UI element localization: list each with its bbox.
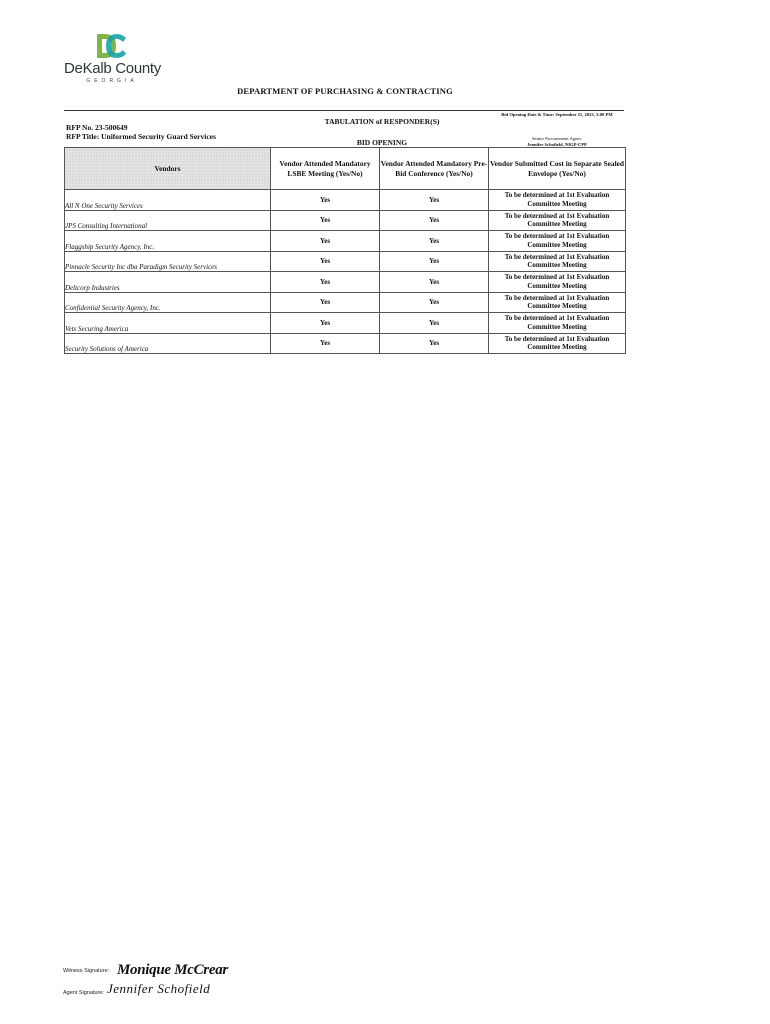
prebid-attended: Yes — [380, 292, 489, 313]
lsbe-attended: Yes — [271, 210, 380, 231]
vendor-name: All N One Security Services — [65, 190, 271, 211]
table-row — [65, 231, 626, 252]
prebid-attended: Yes — [380, 313, 489, 334]
lsbe-attended: Yes — [271, 190, 380, 211]
column-header-cost: Vendor Submitted Cost in Separate Sealed Envelope (Yes/No) — [489, 148, 626, 190]
agent-signature-label: Agent Signature: — [63, 990, 104, 996]
bid-opening-date: Bid Opening Date & Time: September 21, 2023, 3:00 PM — [501, 112, 613, 117]
cost-submitted: To be determined at 1st Evaluation Committee Meeting — [489, 210, 626, 231]
prebid-attended: Yes — [380, 190, 489, 211]
cost-submitted: To be determined at 1st Evaluation Committee Meeting — [489, 333, 626, 354]
logo-state-name: GEORGIA — [86, 78, 138, 84]
cost-submitted: To be determined at 1st Evaluation Committee Meeting — [489, 190, 626, 211]
table-header-row — [65, 148, 626, 190]
column-header-prebid: Vendor Attended Mandatory Pre-Bid Conference (Yes/No) — [380, 148, 489, 190]
cost-submitted: To be determined at 1st Evaluation Committee Meeting — [489, 292, 626, 313]
table-row — [65, 210, 626, 231]
witness-signature-label: Witness Signature: — [63, 968, 110, 974]
table-row — [65, 190, 626, 211]
lsbe-attended: Yes — [271, 313, 380, 334]
dc-logo-mark-icon — [94, 32, 128, 62]
lsbe-attended: Yes — [271, 251, 380, 272]
rfp-title: RFP Title: Uniformed Security Guard Services — [66, 132, 216, 141]
table-row — [65, 292, 626, 313]
vendor-name: Pinnacle Security Inc dba Paradigm Security Services — [65, 251, 271, 272]
prebid-attended: Yes — [380, 251, 489, 272]
column-header-vendors: Vendors — [65, 148, 271, 190]
cost-submitted: To be determined at 1st Evaluation Committee Meeting — [489, 272, 626, 293]
vendor-name: Deltcorp Industries — [65, 272, 271, 293]
vendor-name: Flaggship Security Agency, Inc. — [65, 231, 271, 252]
rfp-header — [64, 110, 624, 149]
column-header-lsbe: Vendor Attended Mandatory LSBE Meeting (Yes/No) — [271, 148, 380, 190]
lsbe-attended: Yes — [271, 292, 380, 313]
cost-submitted: To be determined at 1st Evaluation Committee Meeting — [489, 251, 626, 272]
prebid-attended: Yes — [380, 272, 489, 293]
procurement-agent-name: Jennifer Schofield, NIGP-CPP — [527, 141, 587, 147]
dekalb-county-logo — [64, 32, 160, 84]
cost-submitted: To be determined at 1st Evaluation Committee Meeting — [489, 313, 626, 334]
vendor-name: Security Solutions of America — [65, 333, 271, 354]
department-heading: DEPARTMENT OF PURCHASING & CONTRACTING — [237, 86, 453, 96]
vendor-name: JPS Consulting International — [65, 210, 271, 231]
witness-signature: Monique McCrear — [117, 962, 228, 978]
prebid-attended: Yes — [380, 333, 489, 354]
lsbe-attended: Yes — [271, 231, 380, 252]
prebid-attended: Yes — [380, 231, 489, 252]
responders-table — [64, 147, 626, 354]
lsbe-attended: Yes — [271, 272, 380, 293]
logo-county-name: DeKalb County — [64, 60, 161, 77]
prebid-attended: Yes — [380, 210, 489, 231]
table-row — [65, 272, 626, 293]
lsbe-attended: Yes — [271, 333, 380, 354]
table-row — [65, 333, 626, 354]
cost-submitted: To be determined at 1st Evaluation Committee Meeting — [489, 231, 626, 252]
tabulation-title: TABULATION of RESPONDER(S) — [324, 117, 440, 126]
vendor-name: Confidential Security Agency, Inc. — [65, 292, 271, 313]
procurement-agent-title: Senior Procurement Agent: — [531, 136, 582, 141]
vendor-name: Vets Securing America — [65, 313, 271, 334]
bid-opening-label: BID OPENING — [356, 138, 408, 147]
table-row — [65, 251, 626, 272]
agent-signature: Jennifer Schofield — [107, 981, 211, 996]
rfp-number: RFP No. 23-500649 — [66, 123, 128, 132]
table-row — [65, 313, 626, 334]
